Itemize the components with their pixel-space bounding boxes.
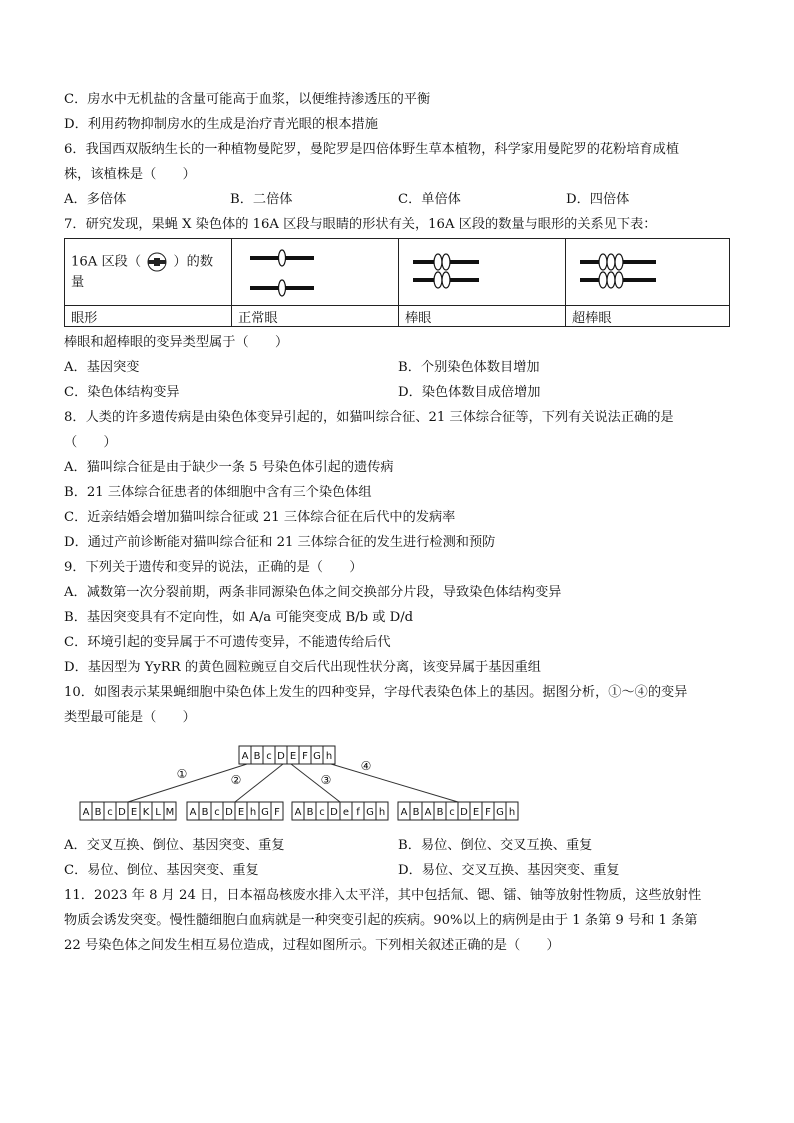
variation-label-3: ③ [320, 773, 332, 787]
q8-option-b: B．21 三体综合征患者的体细胞中含有三个染色体组 [64, 485, 372, 500]
gene-label: A [424, 807, 432, 818]
variation-label-1: ① [176, 767, 188, 781]
chromosome-bottom [413, 272, 479, 288]
gene-label: h [508, 807, 516, 818]
q10-option-b: B．易位、倒位、交叉互换、重复 [398, 838, 593, 853]
gene-label: E [130, 807, 138, 818]
row-label-eye-shape: 眼形 [65, 306, 232, 327]
chromosome-bottom [250, 280, 314, 296]
table-header-cell [65, 239, 232, 306]
gene-label: G [261, 807, 269, 818]
q6-stem-line2: 株，该植株是（ ） [64, 167, 196, 182]
gene-label: c [107, 807, 113, 818]
gene-label: A [241, 751, 249, 762]
gene-label: h [378, 807, 386, 818]
chromosome-top [250, 250, 314, 266]
gene-label: B [412, 807, 420, 818]
eye-shape-table [64, 238, 730, 327]
gene-label: F [274, 807, 280, 818]
gene-label: A [294, 807, 302, 818]
original-chromosome [239, 746, 335, 764]
gene-label: D [118, 807, 126, 818]
gene-label: D [460, 807, 468, 818]
q11-stem-line2: 物质会诱发突变。慢性髓细胞白血病就是一种突变引起的疾病。90%以上的病例是由于 1 条第 9 号和 1 条第 [64, 913, 698, 928]
gene-label: F [302, 751, 308, 762]
variant-chromosome-1 [80, 802, 176, 820]
q9-option-a: A．减数第一次分裂前期，两条非同源染色体之间交换部分片段，导致染色体结构变异 [64, 585, 562, 600]
q10-stem-line2: 类型最可能是（ ） [64, 710, 196, 725]
segment-symbol-icon [145, 251, 169, 273]
gene-label: G [366, 807, 374, 818]
gene-label: A [82, 807, 90, 818]
gene-label: E [289, 751, 297, 762]
variant-chromosome-3 [292, 802, 388, 820]
q7-stem: 7．研究发现，果蝇 X 染色体的 16A 区段与眼睛的形状有关，16A 区段的数量与眼形的关系见下表： [64, 217, 657, 232]
q6-stem-line1: 6．我国西双版纳生长的一种植物曼陀罗，曼陀罗是四倍体野生草本植物，科学家用曼陀罗的花粉培育成植 [64, 142, 680, 157]
gene-label: D [277, 751, 285, 762]
normal-eye-figure-cell [232, 239, 399, 306]
variation-arrow-3 [291, 764, 340, 802]
chromosome-variation-diagram [0, 738, 794, 833]
q6-option-b: B．二倍体 [230, 192, 293, 207]
q8-option-a: A．猫叫综合征是由于缺少一条 5 号染色体引起的遗传病 [64, 460, 394, 475]
q6-option-d: D．四倍体 [566, 192, 630, 207]
chromosome-pair-2-figure [405, 240, 545, 300]
gene-label: G [313, 751, 321, 762]
gene-label: A [189, 807, 197, 818]
gene-label: f [356, 807, 360, 818]
gene-label: c [266, 751, 272, 762]
q9-option-c: C．环境引起的变异属于不可遗传变异，不能遗传给后代 [64, 635, 391, 650]
q10-stem-line1: 10．如图表示某果蝇细胞中染色体上发生的四种变异，字母代表染色体上的基因。据图分析，①～④的变异 [64, 685, 688, 700]
q10-option-d: D．易位、交叉互换、基因突变、重复 [398, 863, 620, 878]
variation-arrow-1 [128, 764, 247, 802]
q11-stem-line1: 11．2023 年 8 月 24 日，日本福岛核废水排入太平洋，其中包括氚、锶、镭、铀等放射性物质，这些放射性 [64, 888, 702, 903]
gene-label: B [253, 751, 261, 762]
gene-label: E [237, 807, 245, 818]
q10-option-c: C．易位、倒位、基因突变、重复 [64, 863, 259, 878]
gene-label: G [496, 807, 504, 818]
q7-option-d: D．染色体数目成倍增加 [398, 385, 541, 400]
table-header-text: 16A 区段（ [71, 254, 142, 270]
chromosome-pair-3-figure [572, 240, 722, 300]
gene-label: D [225, 807, 233, 818]
q7-question: 棒眼和超棒眼的变异类型属于（ ） [64, 335, 289, 350]
gene-label: h [325, 751, 333, 762]
gene-label: h [249, 807, 257, 818]
q9-option-d: D．基因型为 YyRR 的黄色圆粒豌豆自交后代出现性状分离，该变异属于基因重组 [64, 660, 541, 675]
q7-option-c: C．染色体结构变异 [64, 385, 180, 400]
q7-option-a: A．基因突变 [64, 360, 140, 375]
chromosome-pair-1-figure [238, 240, 378, 300]
variation-arrow-2 [235, 764, 283, 802]
q11-stem-line3: 22 号染色体之间发生相互易位造成，过程如图所示。下列相关叙述正确的是（ ） [64, 938, 560, 953]
gene-label: A [400, 807, 408, 818]
gene-label: c [449, 807, 455, 818]
gene-label: K [142, 807, 150, 818]
q7-option-b: B．个别染色体数目增加 [398, 360, 540, 375]
q9-option-b: B．基因突变具有不定向性，如 A/a 可能突变成 B/b 或 D/d [64, 610, 414, 625]
bar-eye-figure-cell [399, 239, 566, 306]
gene-label: F [485, 807, 491, 818]
gene-label: D [330, 807, 338, 818]
q9-stem: 9．下列关于遗传和变异的说法，正确的是（ ） [64, 560, 363, 575]
table-header-text-2: ）的数 [173, 254, 214, 270]
gene-label: e [342, 807, 350, 818]
chromosome-bottom [580, 272, 656, 288]
q10-option-a: A．交叉互换、倒位、基因突变、重复 [64, 838, 285, 853]
gene-label: c [214, 807, 220, 818]
q8-stem-line1: 8．人类的许多遗传病是由染色体变异引起的，如猫叫综合征、21 三体综合征等，下列有关说法正确的是 [64, 410, 674, 425]
gene-label: B [94, 807, 102, 818]
q6-option-c: C．单倍体 [398, 192, 461, 207]
variation-label-2: ② [230, 773, 242, 787]
chromosome-top [580, 254, 656, 270]
eye-shape-double-bar: 超棒眼 [566, 306, 730, 327]
variation-arrow-4 [331, 764, 458, 802]
eye-shape-bar: 棒眼 [399, 306, 566, 327]
chromosome-top [413, 254, 479, 270]
q5-option-c: C．房水中无机盐的含量可能高于血浆，以便维持渗透压的平衡 [64, 92, 431, 107]
table-header-text-3: 量 [71, 275, 85, 291]
variation-label-4: ④ [360, 759, 372, 773]
gene-label: L [155, 807, 161, 818]
double-bar-eye-figure-cell [566, 239, 730, 306]
gene-label: c [319, 807, 325, 818]
variant-chromosome-4 [398, 802, 518, 820]
eye-shape-normal: 正常眼 [232, 306, 399, 327]
gene-label: B [201, 807, 209, 818]
gene-label: E [472, 807, 480, 818]
gene-label: B [436, 807, 444, 818]
gene-label: B [306, 807, 314, 818]
variant-chromosome-2 [187, 802, 283, 820]
q5-option-d: D．利用药物抑制房水的生成是治疗青光眼的根本措施 [64, 117, 378, 132]
q8-option-d: D．通过产前诊断能对猫叫综合征和 21 三体综合征的发生进行检测和预防 [64, 535, 496, 550]
q8-stem-line2: （ ） [64, 435, 117, 450]
q8-option-c: C．近亲结婚会增加猫叫综合征或 21 三体综合征在后代中的发病率 [64, 510, 456, 525]
q6-option-a: A．多倍体 [64, 192, 127, 207]
gene-label: M [165, 807, 175, 818]
